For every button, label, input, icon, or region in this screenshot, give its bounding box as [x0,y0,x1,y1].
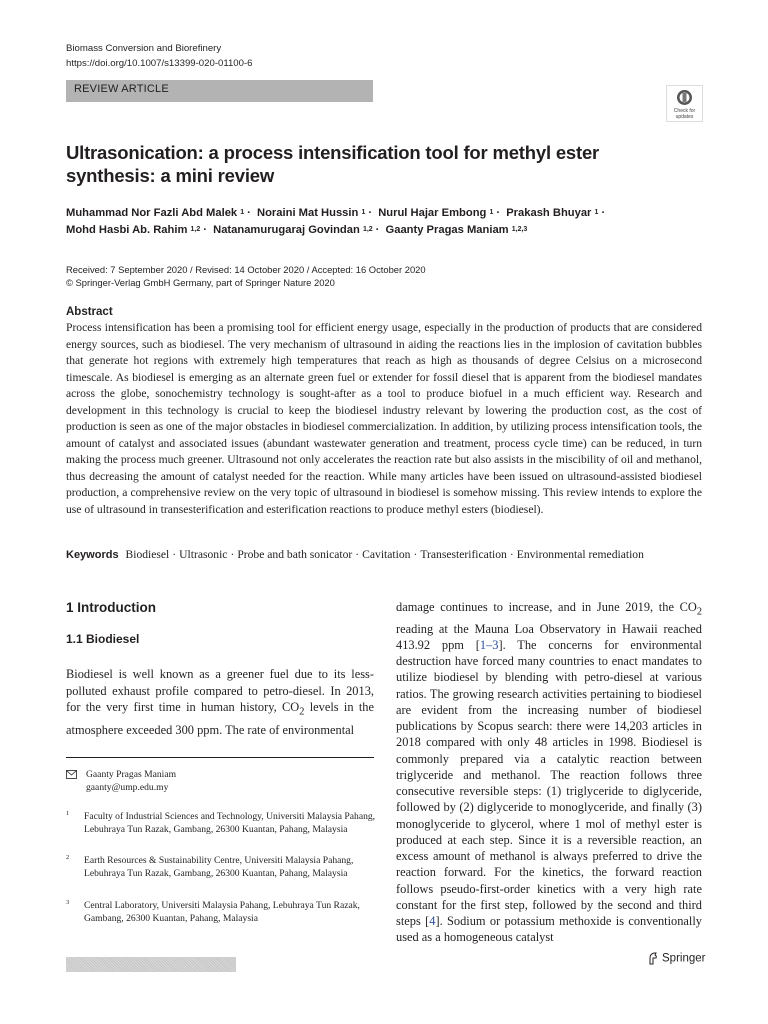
author-name[interactable]: Noraini Mat Hussin [257,207,359,219]
affiliation-number: 3 [66,899,70,906]
affiliation-footnote [66,899,376,929]
author-name[interactable]: Gaanty Pragas Maniam [385,224,509,236]
keywords-heading: Keywords [66,549,119,561]
affiliation-text: Central Laboratory, Universiti Malaysia Pahang, Lebuhraya Tun Razak, Gambang, 26300 Kuantan, Pahang, Malaysia [84,900,360,925]
publisher-name: Springer [662,952,706,965]
body-text: damage continues to increase, and in June 2019, the CO [396,600,697,614]
citation-link[interactable]: 4 [429,914,436,929]
check-badge-line1: Check for [673,108,696,114]
abstract-heading: Abstract [66,306,113,318]
article-type-banner [66,80,373,102]
body-text: reading at the Mauna Loa Observatory in Hawaii reached 413.92 ppm [ [396,621,702,652]
body-text-column-1 [66,666,374,738]
springer-horse-icon [648,952,658,965]
footer-barcode [66,957,236,972]
publisher-logo [648,952,705,965]
author-name[interactable]: Prakash Bhuyar [506,207,592,219]
author-affiliation: 1,2 [362,226,373,233]
affiliation-number: 2 [66,854,70,861]
footnote-divider [66,757,374,758]
copyright-notice: © Springer-Verlag GmbH Germany, part of Springer Nature 2020 [66,277,335,288]
keyword: Probe and bath sonicator [237,548,353,561]
body-text: ]. The concerns for environmental destruction have forced many countries to enact mandates to utilize biodiesel by blending with petro-diesel at various ratios. The growing research activities pertaining to biodiesel are evident from the increasing number of biodiesel publications by Scopus search: there were 14,203 articles in 2018 compared with only 48 articles in 1998. Biodiesel is commonly prepared via a catalytic reaction between triglyceride and methanol. The reaction follows three consecutive reversible steps: (1) triglyceride to diglyceride, followed by (2) diglyceride to monoglyceride, and finally (3) monoglyceride to glycerol, where 1 mol of methyl ester is produced at each step. Since it is a reversible reaction, an excess amount of methanol is always preferred to drive the reaction forward. For the kinetics, the forward reaction follows pseudo-first-order kinetics with a very high rate constant for the first step, followed by the second and third steps [ [396,637,702,929]
citation-link[interactable]: 1–3 [479,637,499,652]
affiliation-text: Faculty of Industrial Sciences and Technology, Universiti Malaysia Pahang, Lebuhraya Tun Razak, Gambang, 26300 Kuantan, Pahang, Malaysia [84,811,376,836]
body-text: ]. Sodium or potassium methoxide is conventionally used as a homogeneous catalyst [396,914,702,945]
affiliation-footnote [66,810,376,850]
affiliation-text: Earth Resources & Sustainability Centre, Universiti Malaysia Pahang, Lebuhraya Tun Razak, Gambang, 26300 Kuantan, Pahang, Malaysia [84,855,354,880]
affiliation-number: 1 [66,810,70,817]
author-name[interactable]: Muhammad Nor Fazli Abd Malek [66,207,238,219]
keyword: Biodiesel [125,548,170,561]
corresponding-author-email[interactable]: gaanty@ump.edu.my [86,782,169,794]
article-type-label: REVIEW ARTICLE [74,83,169,95]
article-title: Ultrasonication: a process intensification tool for methyl ester synthesis: a mini review [66,142,600,186]
subscript: 2 [299,706,305,718]
keyword: Ultrasonic [179,548,228,561]
body-text-column-2 [396,599,702,946]
envelope-icon [66,770,77,779]
affiliation-footnote [66,854,376,894]
author-affiliation: 1 [361,209,366,216]
journal-name: Biomass Conversion and Biorefinery [66,43,222,54]
subscript: 2 [696,606,702,618]
author-affiliation: 1 [594,209,599,216]
corresponding-author-name: Gaanty Pragas Maniam [86,769,177,780]
author-affiliation: 1,2,3 [511,226,528,233]
body-text: levels in the atmosphere exceeded 300 ppm. The rate of environmental [66,700,374,737]
check-for-updates-icon[interactable] [666,85,703,122]
keywords: Keywords Biodiesel · Ultrasonic · Probe and bath sonicator · Cavitation · Transesterification · Environmental remediation [66,548,644,561]
keyword: Cavitation [362,548,411,561]
doi-link[interactable]: https://doi.org/10.1007/s13399-020-01100-6 [66,58,253,69]
body-text: Biodiesel is well known as a greener fuel due to its less-polluted exhaust profile compared to petro-diesel. In 2013, for the very first time in human history, CO [66,667,374,715]
keyword: Transesterification [420,548,507,561]
publication-dates: Received: 7 September 2020 / Revised: 14 October 2020 / Accepted: 16 October 2020 [66,264,426,275]
keyword: Environmental remediation [516,548,644,561]
author-name[interactable]: Mohd Hasbi Ab. Rahim [66,224,188,236]
subsection-heading-biodiesel: 1.1 Biodiesel [66,632,140,646]
author-affiliation: 1 [489,209,494,216]
author-list: Muhammad Nor Fazli Abd Malek $^1$ · Noraini Mat Hussin $^1$ · Nurul Hajar Embong $^1$ · Prakash Bhuyar $^1$ · Mohd Hasbi Ab. Rahim $^{1,2}$ · Natanamurugaraj Govindan $^{1,2}$ · Gaanty Pragas Maniam $^{1,2,3}$ [66,207,606,236]
author-name[interactable]: Natanamurugaraj Govindan [213,224,360,236]
abstract-text: Process intensification has been a promising tool for efficient energy usage, especially in the production of products that are considered energy sources, such as biodiesel. The very mechanism of ultrasound in aiding the reactions lies in the implosion of cavitation bubbles that generate hot regions with extremely high temperatures that reach as high as thousands of degree Celsius on a microsecond timescale. As biodiesel is emerging as an alternate green fuel or extender for fossil diesel that is apparent from the biodiesel mandates across the globe, sonochemistry technology is sought-after as a tool to produce biofuel in a much efficient way. Research and development in this technology is crucial to keep the biodiesel industry relevant by lowering the production cost, as the cost of production is seen as one of the major obstacles in biodiesel commercialization. In addition, by utilizing process intensification tools, the amount of catalyst and associated issues (abundant wastewater generation and treatment, process cycle time) can be reduced, in turn making the process much greener. Ultrasound not only accelerates the reaction rate but also assists in the miscibility of oil and methanol, thus decreasing the amount of catalyst needed for the reaction. While many articles have been issued on ultrasound-assisted biodiesel production, a comprehensive review on the very topic of ultrasound in biodiesel is somehow missing. This review intends to explore the use of ultrasound in transesterification and esterification reactions to produce methyl esters (biodiesel). [66,321,702,516]
author-affiliation: 1 [240,209,245,216]
author-name[interactable]: Nurul Hajar Embong [378,207,487,219]
corresponding-author [66,768,376,795]
check-badge-line2: updates [675,114,694,120]
author-affiliation: 1,2 [190,226,201,233]
section-heading-introduction: 1 Introduction [66,600,156,615]
